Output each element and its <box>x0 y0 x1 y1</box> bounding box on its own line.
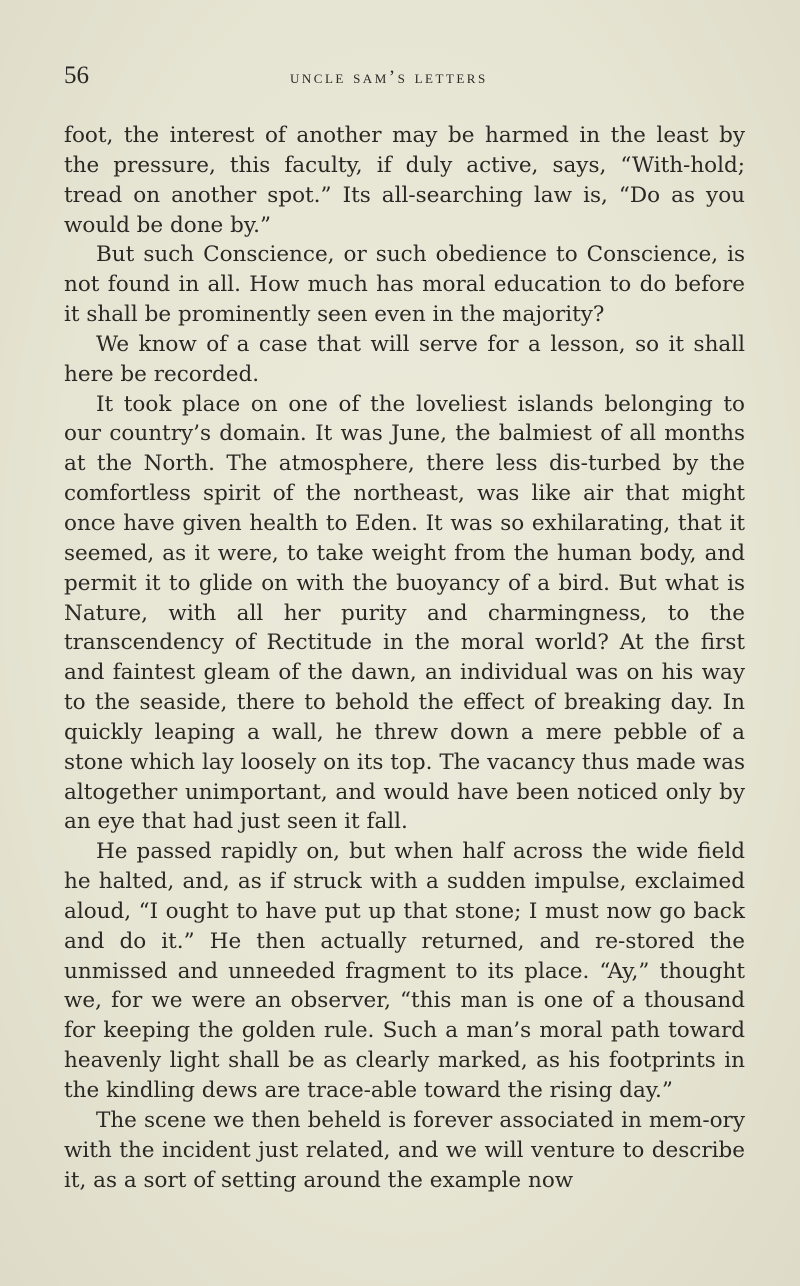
running-title: uncle sam’s letters <box>290 67 488 88</box>
paragraph: We know of a case that will serve for a lesson, so it shall here be recorded. <box>64 331 745 387</box>
paragraph: But such Conscience, or such obedience to Conscience, is not found in all. How much has moral education to do before it shall be prominently seen even in the majority? <box>64 242 745 328</box>
paragraph: The scene we then beheld is forever associated in mem-ory with the incident just related, and we will venture to describe it, as a sort of setting around the example now <box>64 1107 745 1193</box>
paragraph: It took place on one of the loveliest islands belonging to our country’s domain. It was June, the balmiest of all months at the North. The atmosphere, there less dis-turbed by the comfortless spirit of the northeast, was like air that might once have given health to Eden. It was so exhilarating, that it seemed, as it were, to take weight from the human body, and permit it to glide on with the buoyancy of a bird. But what is Nature, with all her purity and charmingness, to the transcendency of Rectitude in the moral world? At the first and faintest gleam of the dawn, an individual was on his way to the seaside, there to behold the effect of breaking day. In quickly leaping a wall, he threw down a mere pebble of a stone which lay loosely on its top. The vacancy thus made was altogether unimportant, and would have been noticed only by an eye that had just seen it fall. <box>64 391 745 835</box>
running-head <box>0 58 800 94</box>
paragraph: He passed rapidly on, but when half across the wide field he halted, and, as if struck with a sudden impulse, exclaimed aloud, “I ought to have put up that stone; I must now go back and do it.” He then actually returned, and re-stored the unmissed and unneeded fragment to its place. “Ay,” thought we, for we were an observer, “this man is one of a thousand for keeping the golden rule. Such a man’s moral path toward heavenly light shall be as clearly marked, as his footprints in the kindling dews are trace-able toward the rising day.” <box>64 839 745 1103</box>
body-text <box>64 121 745 1195</box>
paragraph-continued: foot, the interest of another may be harmed in the least by the pressure, this faculty, if duly active, says, “With-hold; tread on another spot.” Its all-searching law is, “Do as you would be done by.” <box>64 123 745 238</box>
page-number: 56 <box>64 62 89 89</box>
